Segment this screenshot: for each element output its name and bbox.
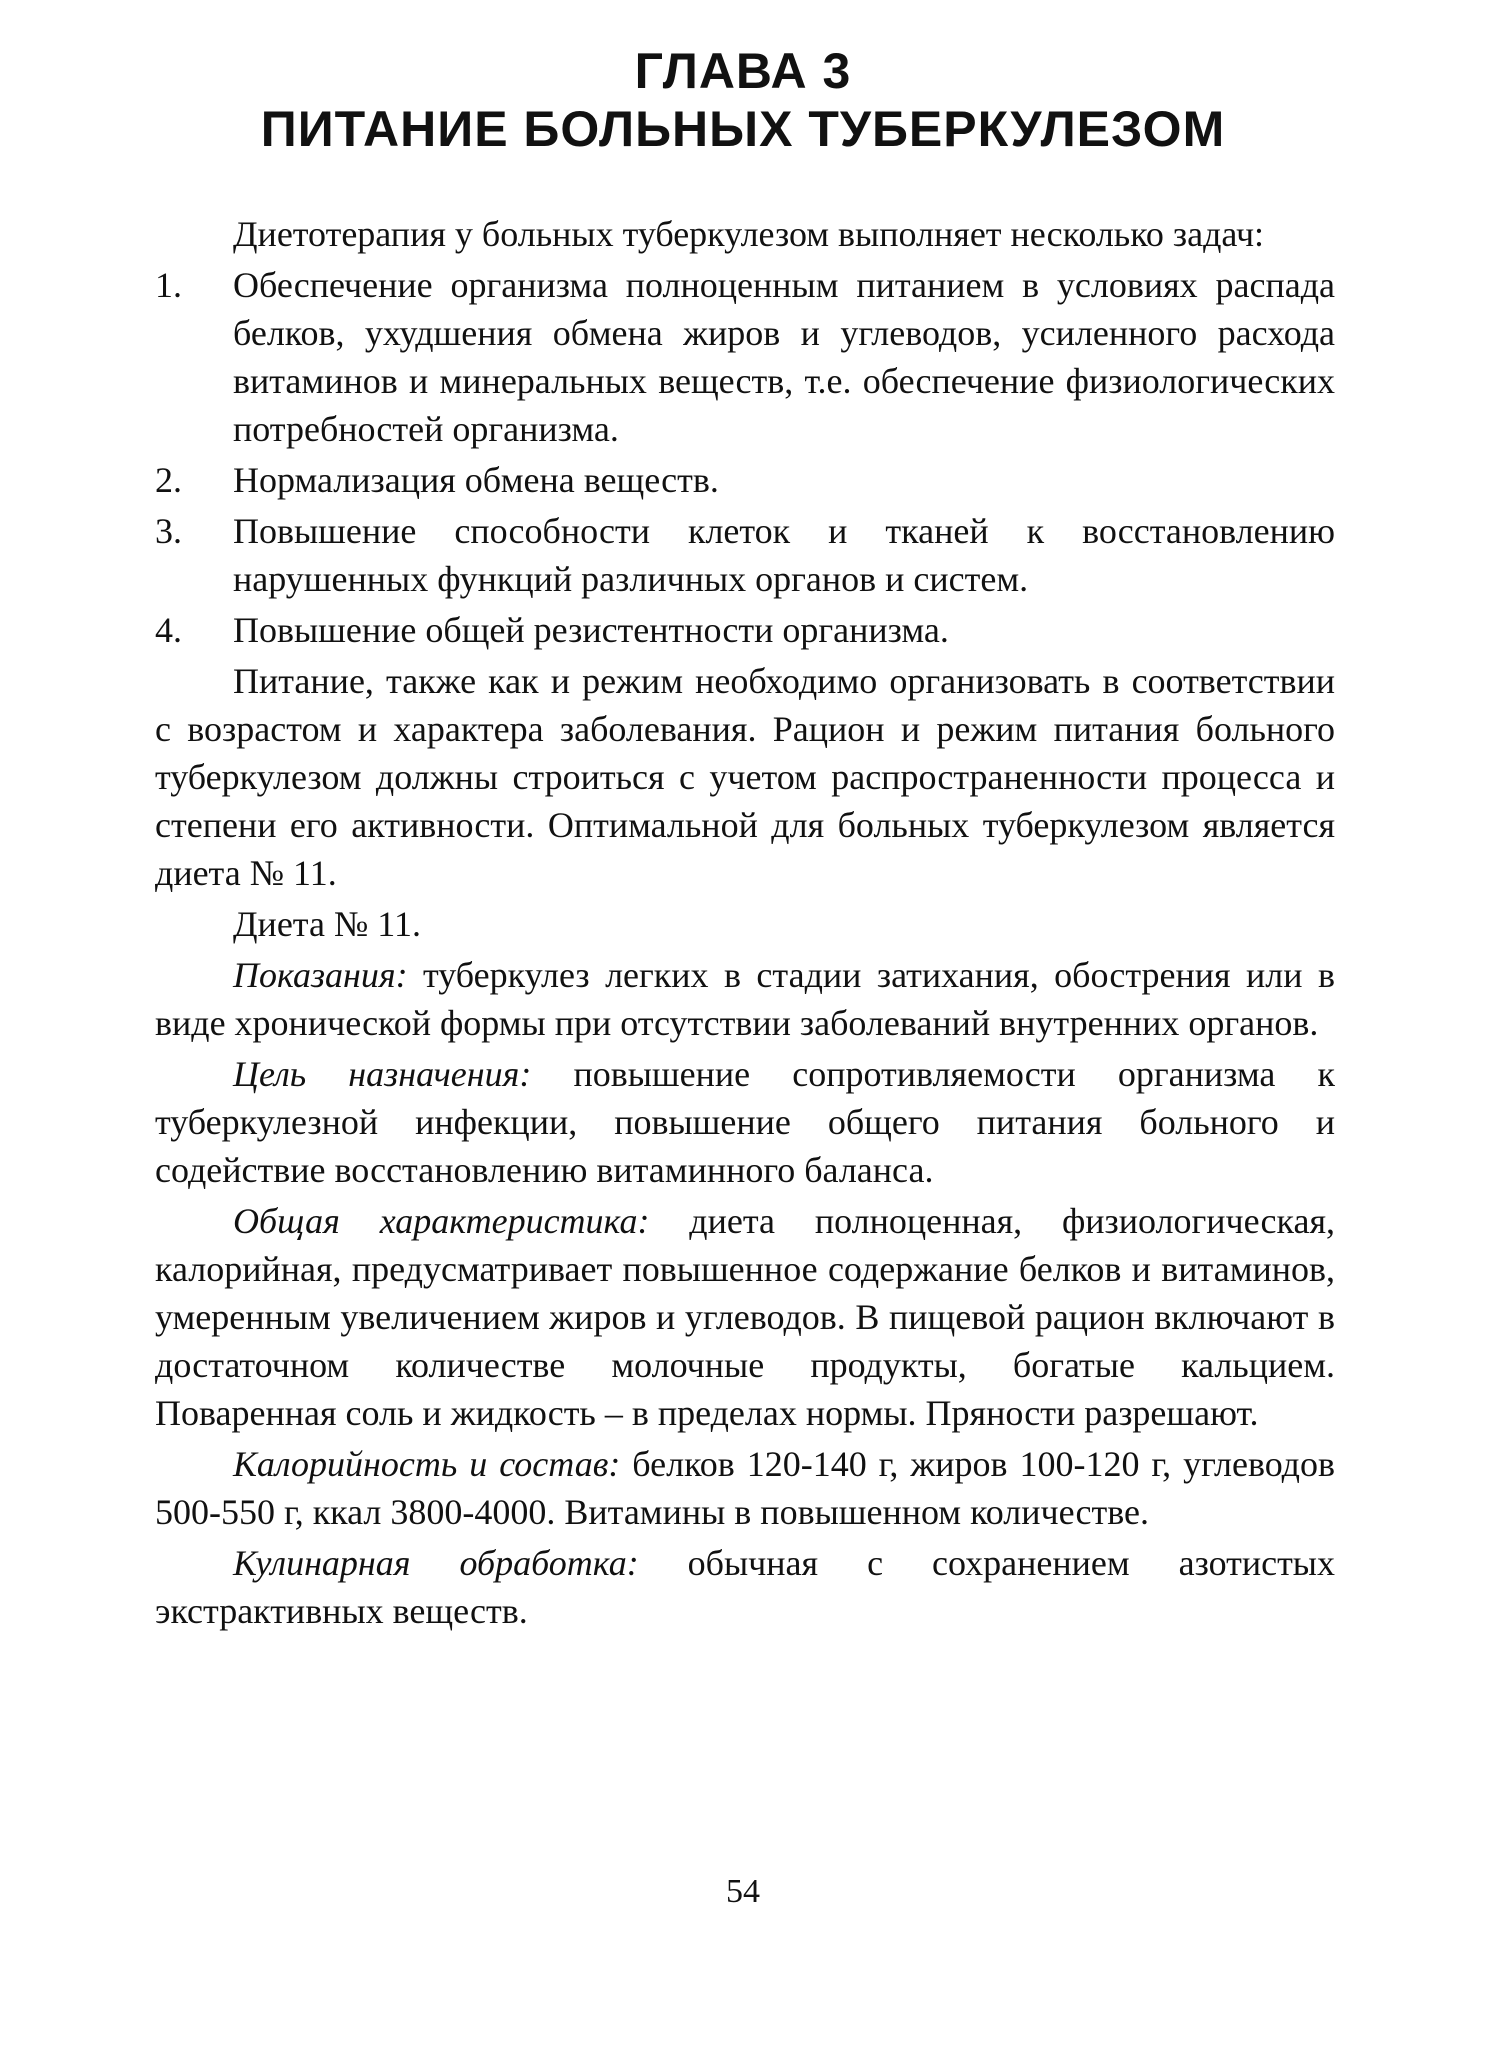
list-item — [155, 507, 1335, 603]
calories-paragraph — [155, 1440, 1335, 1536]
list-item-text: Обеспечение организма полноценным питанием в условиях распада белков, ухудшения обмена жиров и углеводов, усиленного расхода витаминов и минеральных веществ, т.е. обеспечение физиологических потребностей организма. — [233, 265, 1335, 449]
cooking-label: Кулинарная обработка: — [233, 1543, 639, 1583]
list-item-text: Нормализация обмена веществ. — [233, 460, 719, 500]
chapter-title: ПИТАНИЕ БОЛЬНЫХ ТУБЕРКУЛЕЗОМ — [260, 101, 1226, 157]
purpose-paragraph — [155, 1050, 1335, 1194]
list-item-number: 4. — [155, 610, 182, 650]
tasks-list — [155, 261, 1335, 654]
purpose-label: Цель назначения: — [233, 1054, 532, 1094]
list-item — [155, 456, 1335, 504]
calories-label: Калорийность и состав: — [233, 1444, 621, 1484]
chapter-body — [155, 210, 1335, 1638]
calories-text: белков 120-140 г, жиров 100-120 г, углеводов 500-550 г, ккал 3800-4000. Витамины в повышенном количестве. — [155, 1444, 1336, 1532]
page-number: 54 — [726, 1873, 760, 1910]
list-item-number: 1. — [155, 265, 182, 305]
indications-paragraph — [155, 951, 1335, 1047]
nutrition-paragraph: Питание, также как и режим необходимо организовать в соответствии с возрастом и характера заболевания. Рацион и режим питания больного туберкулезом должны строиться с учетом распространенности процесса и степени его активности. Оптимальной для больных туберкулезом является диета № 11. — [155, 661, 1335, 893]
chapter-label: ГЛАВА 3 — [634, 43, 852, 99]
list-item-number: 3. — [155, 511, 182, 551]
cooking-paragraph — [155, 1539, 1335, 1635]
intro-paragraph: Диетотерапия у больных туберкулезом выполняет несколько задач: — [233, 214, 1265, 254]
indications-label: Показания: — [233, 955, 408, 995]
list-item-number: 2. — [155, 460, 182, 500]
general-paragraph — [155, 1197, 1335, 1437]
indications-text: туберкулез легких в стадии затихания, обострения или в виде хронической формы при отсутствии заболеваний внутренних органов. — [155, 955, 1335, 1043]
diet-title: Диета № 11. — [233, 904, 421, 944]
list-item-text: Повышение способности клеток и тканей к восстановлению нарушенных функций различных органов и систем. — [233, 511, 1335, 599]
general-label: Общая характеристика: — [233, 1201, 650, 1241]
list-item-text: Повышение общей резистентности организма. — [233, 610, 949, 650]
list-item — [155, 261, 1335, 453]
purpose-text: повышение сопротивляемости организма к туберкулезной инфекции, повышение общего питания больного и содействие восстановлению витаминного баланса. — [155, 1054, 1335, 1190]
general-text: диета полноценная, физиологическая, калорийная, предусматривает повышенное содержание белков и витаминов, умеренным увеличением жиров и углеводов. В пищевой рацион включают в достаточном количестве молочные продукты, богатые кальцием. Поваренная соль и жидкость – в пределах нормы. Пряности разрешают. — [155, 1201, 1335, 1433]
cooking-text: обычная с сохранением азотистых экстрактивных веществ. — [155, 1543, 1335, 1631]
list-item — [155, 606, 1335, 654]
